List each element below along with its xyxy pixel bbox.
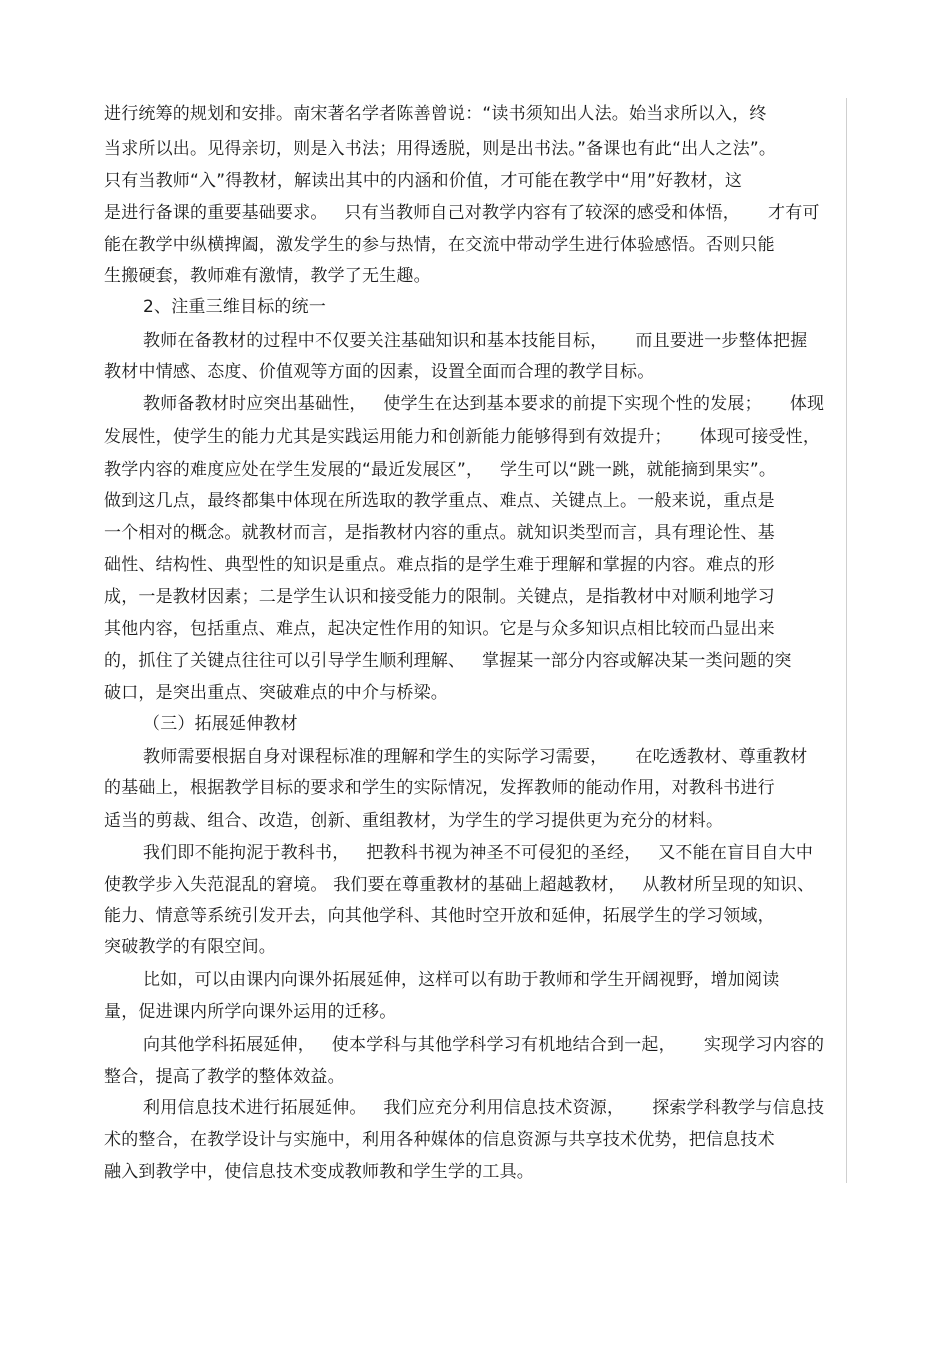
text-line: 成，一是教材因素；二是学生认识和接受能力的限制。关键点，是指教材中对顺利地学习 [104,587,775,607]
text-line: 进行统筹的规划和安排。南宋著名学者陈善曾说：“读书须知出人法。始当求所以入，终 [104,104,767,124]
paragraph-start: 利用信息技术进行拓展延伸。 我们应充分利用信息技术资源， 探索学科教学与信息技 [143,1098,825,1118]
text-line: 融入到教学中，使信息技术变成教师教和学生学的工具。 [104,1162,534,1182]
text-line: 生搬硬套，教师难有激情，教学了无生趣。 [104,266,431,286]
paragraph-start: 我们即不能拘泥于教科书， 把教科书视为神圣不可侵犯的圣经， 又不能在盲目自大中 [143,843,814,863]
text-line: 破口，是突出重点、突破难点的中介与桥梁。 [104,683,448,703]
paragraph-start: 向其他学科拓展延伸， 使本学科与其他学科学习有机地结合到一起， 实现学习内容的 [143,1035,825,1055]
paragraph-start: 教师需要根据自身对课程标准的理解和学生的实际学习需要， 在吃透教材、尊重教材 [143,747,808,767]
text-line: 是进行备课的重要基础要求。 只有当教师自己对教学内容有了较深的感受和体悟， 才有可 [104,203,820,223]
text-line: 教材中情感、态度、价值观等方面的因素，设置全面而合理的教学目标。 [104,362,655,382]
section-heading: （三）拓展延伸教材 [143,714,298,734]
text-line: 的，抓住了关键点往往可以引导学生顺利理解、 掌握某一部分内容或解决某一类问题的突 [104,651,792,671]
text-line: 当求所以出。见得亲切，则是入书法；用得透脱，则是出书法。”备课也有此“出人之法”。 [104,139,777,159]
text-line: 适当的剪裁、组合、改造，创新、重组教材，为学生的学习提供更为充分的材料。 [104,811,724,831]
text-line: 使教学步入失范混乱的窘境。 我们要在尊重教材的基础上超越教材， 从教材所呈现的知识、 [104,875,815,895]
text-line: 能在教学中纵横捭阖，激发学生的参与热情，在交流中带动学生进行体验感悟。否则只能 [104,235,775,255]
text-line: 做到这几点，最终都集中体现在所选取的教学重点、难点、关键点上。一般来说，重点是 [104,491,775,511]
text-line: 术的整合，在教学设计与实施中，利用各种媒体的信息资源与共享技术优势，把信息技术 [104,1130,775,1150]
text-line: 能力、情意等系统引发开去，向其他学科、其他时空开放和延伸，拓展学生的学习领域， [104,906,775,926]
text-line: 其他内容，包括重点、难点，起决定性作用的知识。它是与众多知识点相比较而凸显出来 [104,619,775,639]
text-line: 的基础上，根据教学目标的要求和学生的实际情况，发挥教师的能动作用，对教科书进行 [104,778,775,798]
text-line: 整合，提高了教学的整体效益。 [104,1067,345,1087]
text-line: 一个相对的概念。就教材而言，是指教材内容的重点。就知识类型而言，具有理论性、基 [104,523,775,543]
section-heading: 2、注重三维目标的统一 [143,297,327,317]
text-line: 教学内容的难度应处在学生发展的“最近发展区”， 学生可以“跳一跳，就能摘到果实”。 [104,460,777,480]
text-line: 突破教学的有限空间。 [104,937,276,957]
right-margin-rule [846,98,847,1183]
text-line: 只有当教师“入”得教材，解读出其中的内涵和价值，才可能在教学中“用”好教材，这 [104,171,743,191]
text-line: 础性、结构性、典型性的知识是重点。难点指的是学生难于理解和掌握的内容。难点的形 [104,555,775,575]
paragraph-start: 教师在备教材的过程中不仅要关注基础知识和基本技能目标， 而且要进一步整体把握 [143,331,808,351]
paragraph-start: 比如，可以由课内向课外拓展延伸，这样可以有助于教师和学生开阔视野，增加阅读 [143,970,780,990]
paragraph-start: 教师备教材时应突出基础性， 使学生在达到基本要求的前提下实现个性的发展； 体现 [143,394,825,414]
text-line: 量，促进课内所学向课外运用的迁移。 [104,1002,397,1022]
text-line: 发展性，使学生的能力尤其是实践运用能力和创新能力能够得到有效提升； 体现可接受性， [104,427,821,447]
